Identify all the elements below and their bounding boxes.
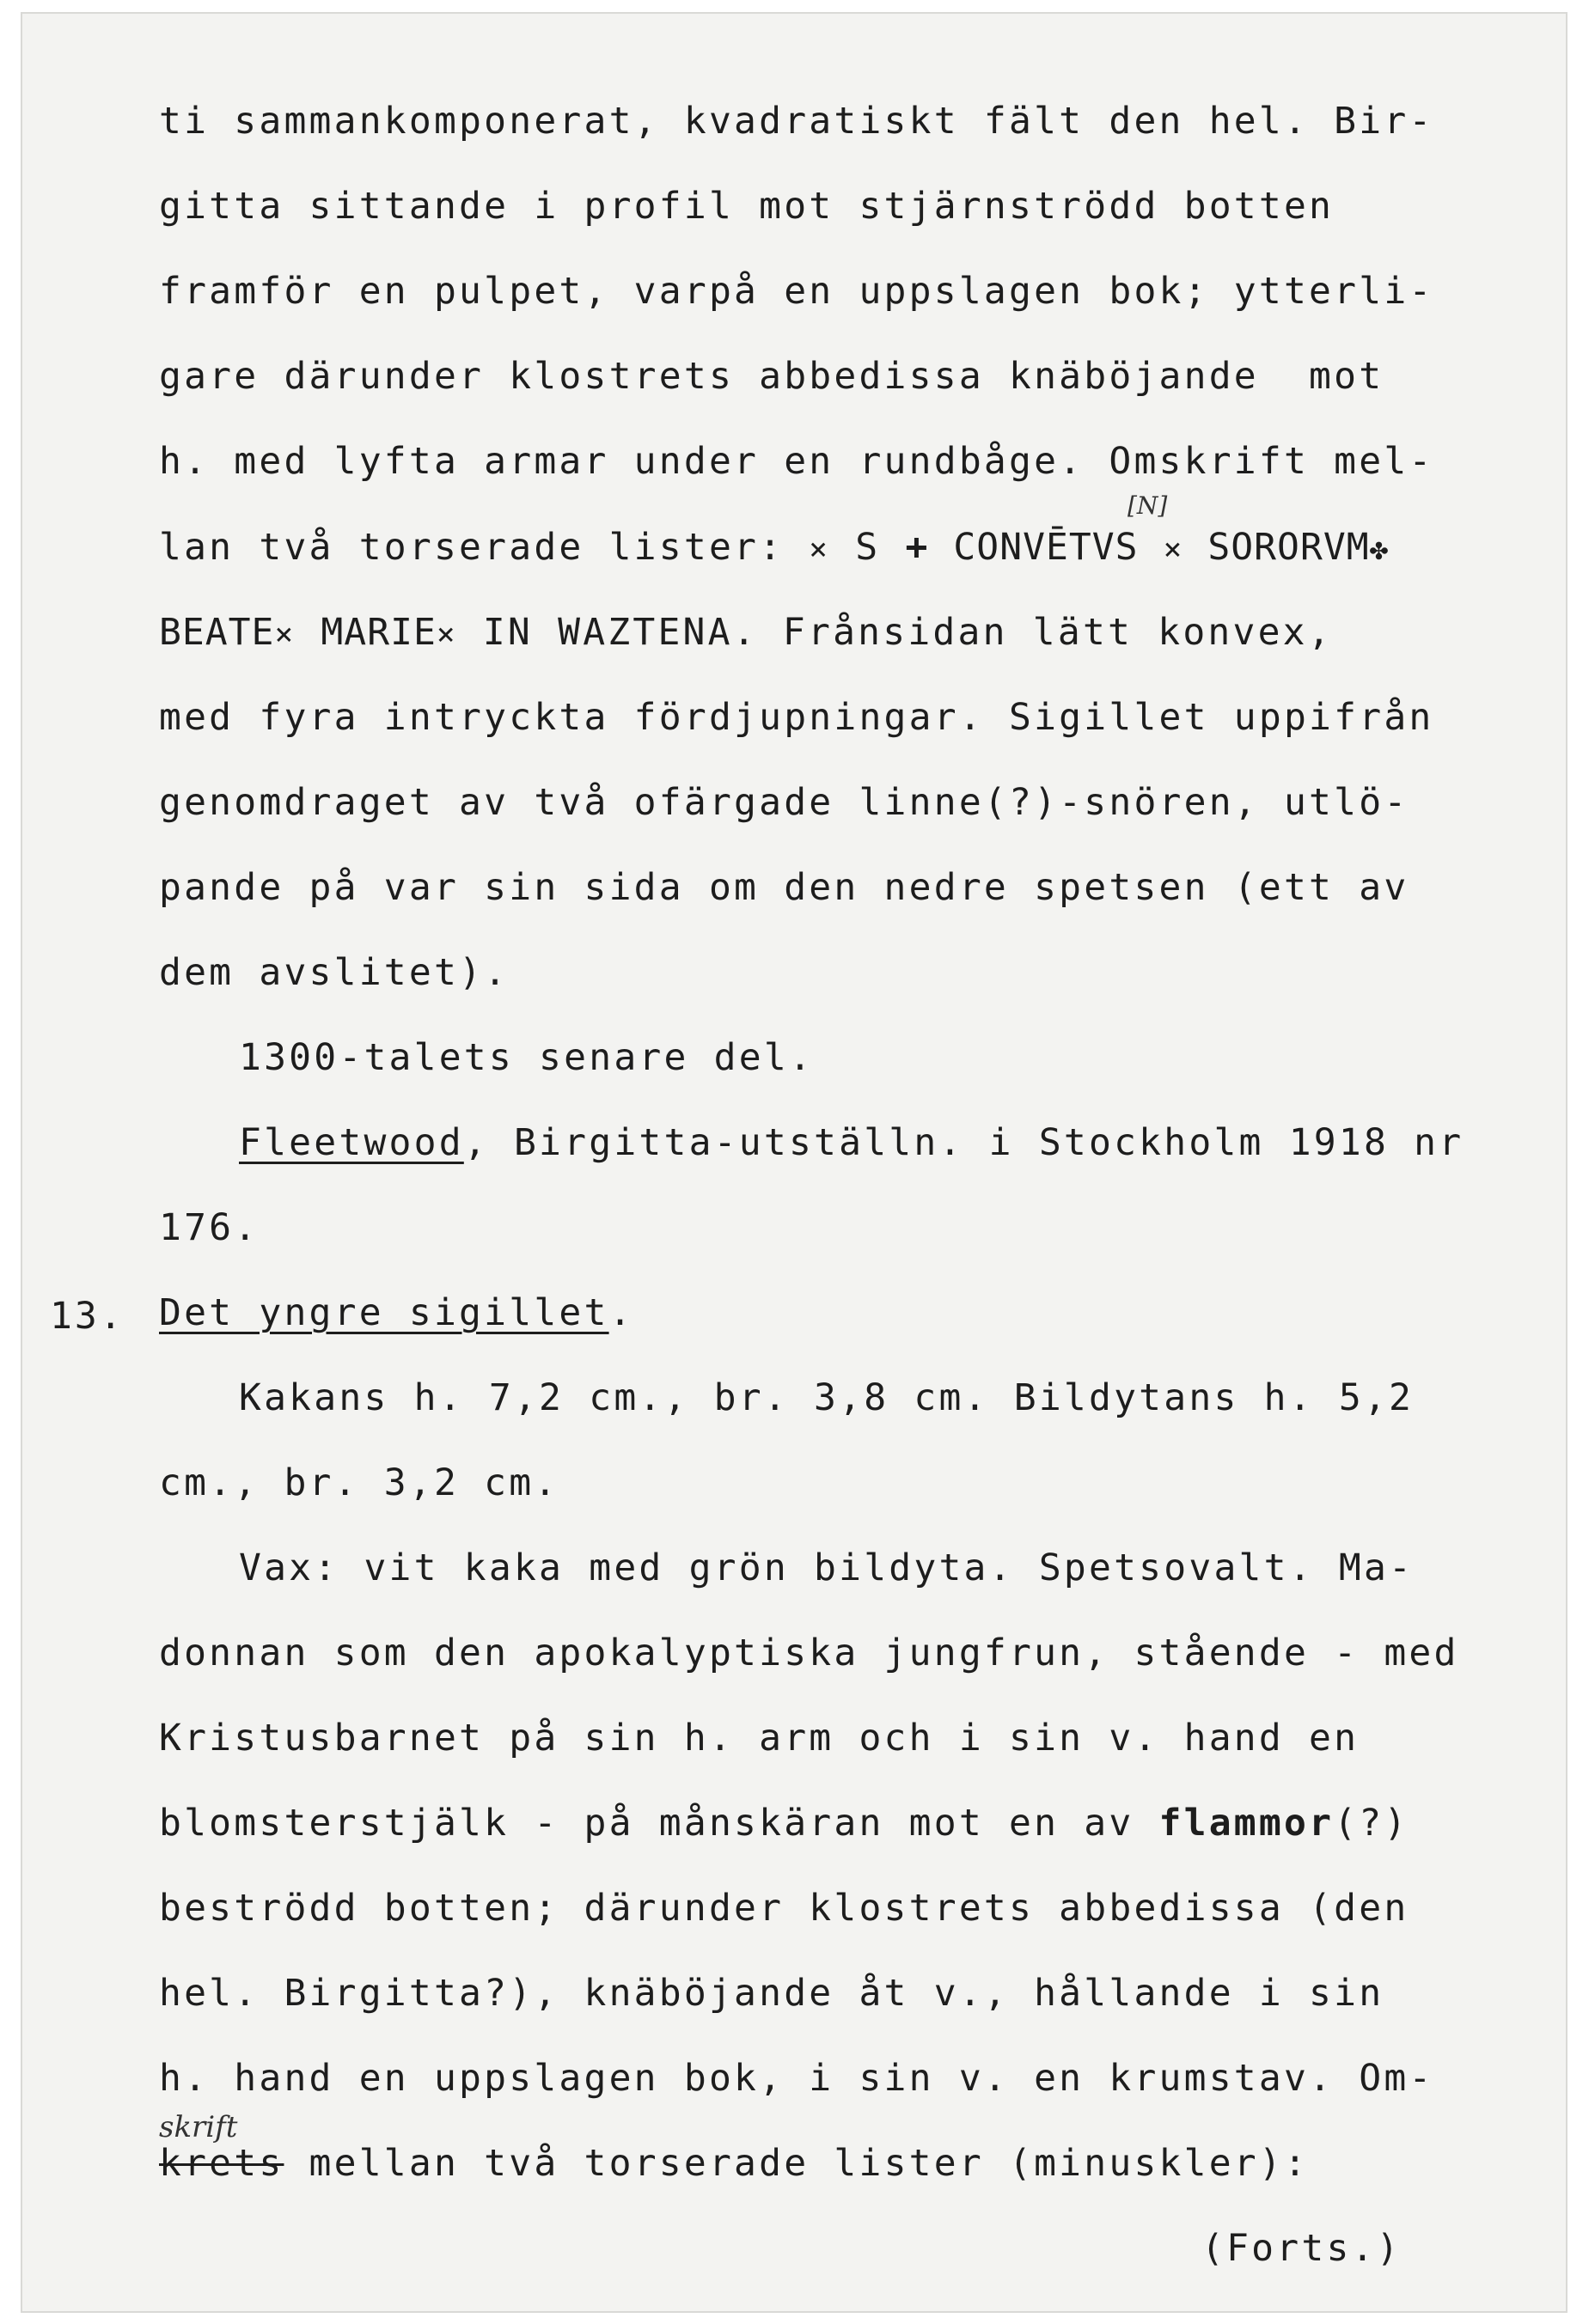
text-line-7 bbox=[159, 611, 1333, 654]
flammor-word: flammor bbox=[1158, 1802, 1335, 1845]
reference-line bbox=[239, 1121, 1464, 1164]
text-line-birgitta: hel. Birgitta?), knäböjande åt v., hållande i sin bbox=[159, 1972, 1384, 2015]
cross-mark: × bbox=[1163, 532, 1185, 567]
cross-mark: × bbox=[274, 617, 296, 652]
text-line-8: med fyra intryckta fördjupningar. Sigillet uppifrån bbox=[159, 696, 1434, 739]
text-line-1: ti sammankomponerat, kvadratiskt fält den hel. Bir- bbox=[159, 100, 1434, 143]
section-title: Det yngre sigillet bbox=[159, 1291, 609, 1334]
section-heading bbox=[159, 1291, 634, 1334]
continued-marker: (Forts.) bbox=[1201, 2227, 1402, 2270]
text-line-dimensions: Kakans h. 7,2 cm., br. 3,8 cm. Bildytans h. 5,2 bbox=[239, 1376, 1415, 1419]
text-line-last-rest: mellan två torserade lister (minuskler): bbox=[284, 2142, 1310, 2185]
text-line-child: Kristusbarnet på sin h. arm och i sin v. hand en bbox=[159, 1717, 1360, 1760]
cross-mark: × bbox=[436, 617, 458, 652]
text-line-10: pande på var sin sida om den nedre spetsen (ett av bbox=[159, 866, 1409, 909]
quatrefoil-mark: ✤ bbox=[1369, 532, 1391, 567]
inscription-lead: lan två torserade lister: bbox=[159, 526, 810, 569]
inscription-word-conventus: CONVĒTVS bbox=[930, 526, 1139, 569]
inscription-s: S bbox=[830, 526, 906, 569]
reference-continuation: 176. bbox=[159, 1206, 260, 1249]
text-line-6-inscription bbox=[159, 526, 1391, 569]
text-line-11: dem avslitet). bbox=[159, 951, 510, 994]
inscription-word-beate: BEATE bbox=[159, 611, 275, 654]
scan-margin bbox=[1573, 0, 1595, 2324]
reference-author: Fleetwood bbox=[239, 1121, 464, 1164]
text-line-5: h. med lyfta armar under en rundbåge. Omskrift mel- bbox=[159, 440, 1434, 483]
text-line-background: beströdd botten; därunder klostrets abbedissa (den bbox=[159, 1887, 1409, 1930]
text-line-dimensions-2: cm., br. 3,2 cm. bbox=[159, 1461, 559, 1504]
text-line-3: framför en pulpet, varpå en uppslagen bok; ytterli- bbox=[159, 270, 1434, 313]
handwritten-correction: [N] bbox=[1128, 491, 1168, 520]
text-line-wax: Vax: vit kaka med grön bildyta. Spetsovalt. Ma- bbox=[239, 1546, 1415, 1589]
text-line-9: genomdraget av två ofärgade linne(?)-snören, utlö- bbox=[159, 781, 1409, 824]
reference-rest: , Birgitta-utställn. i Stockholm 1918 nr bbox=[463, 1121, 1464, 1164]
handwritten-skrift: skrift bbox=[159, 2110, 238, 2144]
text-line-flower-a: blomsterstjälk - på månskäran mot en av bbox=[159, 1802, 1134, 1845]
plus-mark: + bbox=[905, 526, 931, 569]
text-line-7-rest: IN WAZTENA. Frånsidan lätt konvex, bbox=[482, 611, 1333, 654]
text-line-book: h. hand en uppslagen bok, i sin v. en krumstav. Om- bbox=[159, 2057, 1434, 2100]
inscription-word-marie: MARIE bbox=[321, 611, 437, 654]
inscription-word-sororum: SORORVM bbox=[1184, 526, 1370, 569]
flammor-query: (?) bbox=[1334, 1802, 1409, 1845]
struck-krets: krets bbox=[159, 2142, 284, 2185]
text-line-2: gitta sittande i profil mot stjärnströdd botten bbox=[159, 185, 1335, 228]
section-number: 13. bbox=[50, 1295, 125, 1338]
cross-mark: × bbox=[809, 532, 831, 567]
section-title-period: . bbox=[608, 1291, 634, 1334]
text-line-flower bbox=[159, 1802, 1409, 1845]
text-line-madonna: donnan som den apokalyptiska jungfrun, stående - med bbox=[159, 1632, 1459, 1674]
text-line-4: gare därunder klostrets abbedissa knäböjande mot bbox=[159, 355, 1384, 398]
dating-line: 1300-talets senare del. bbox=[239, 1036, 815, 1079]
text-line-last bbox=[159, 2142, 1310, 2185]
